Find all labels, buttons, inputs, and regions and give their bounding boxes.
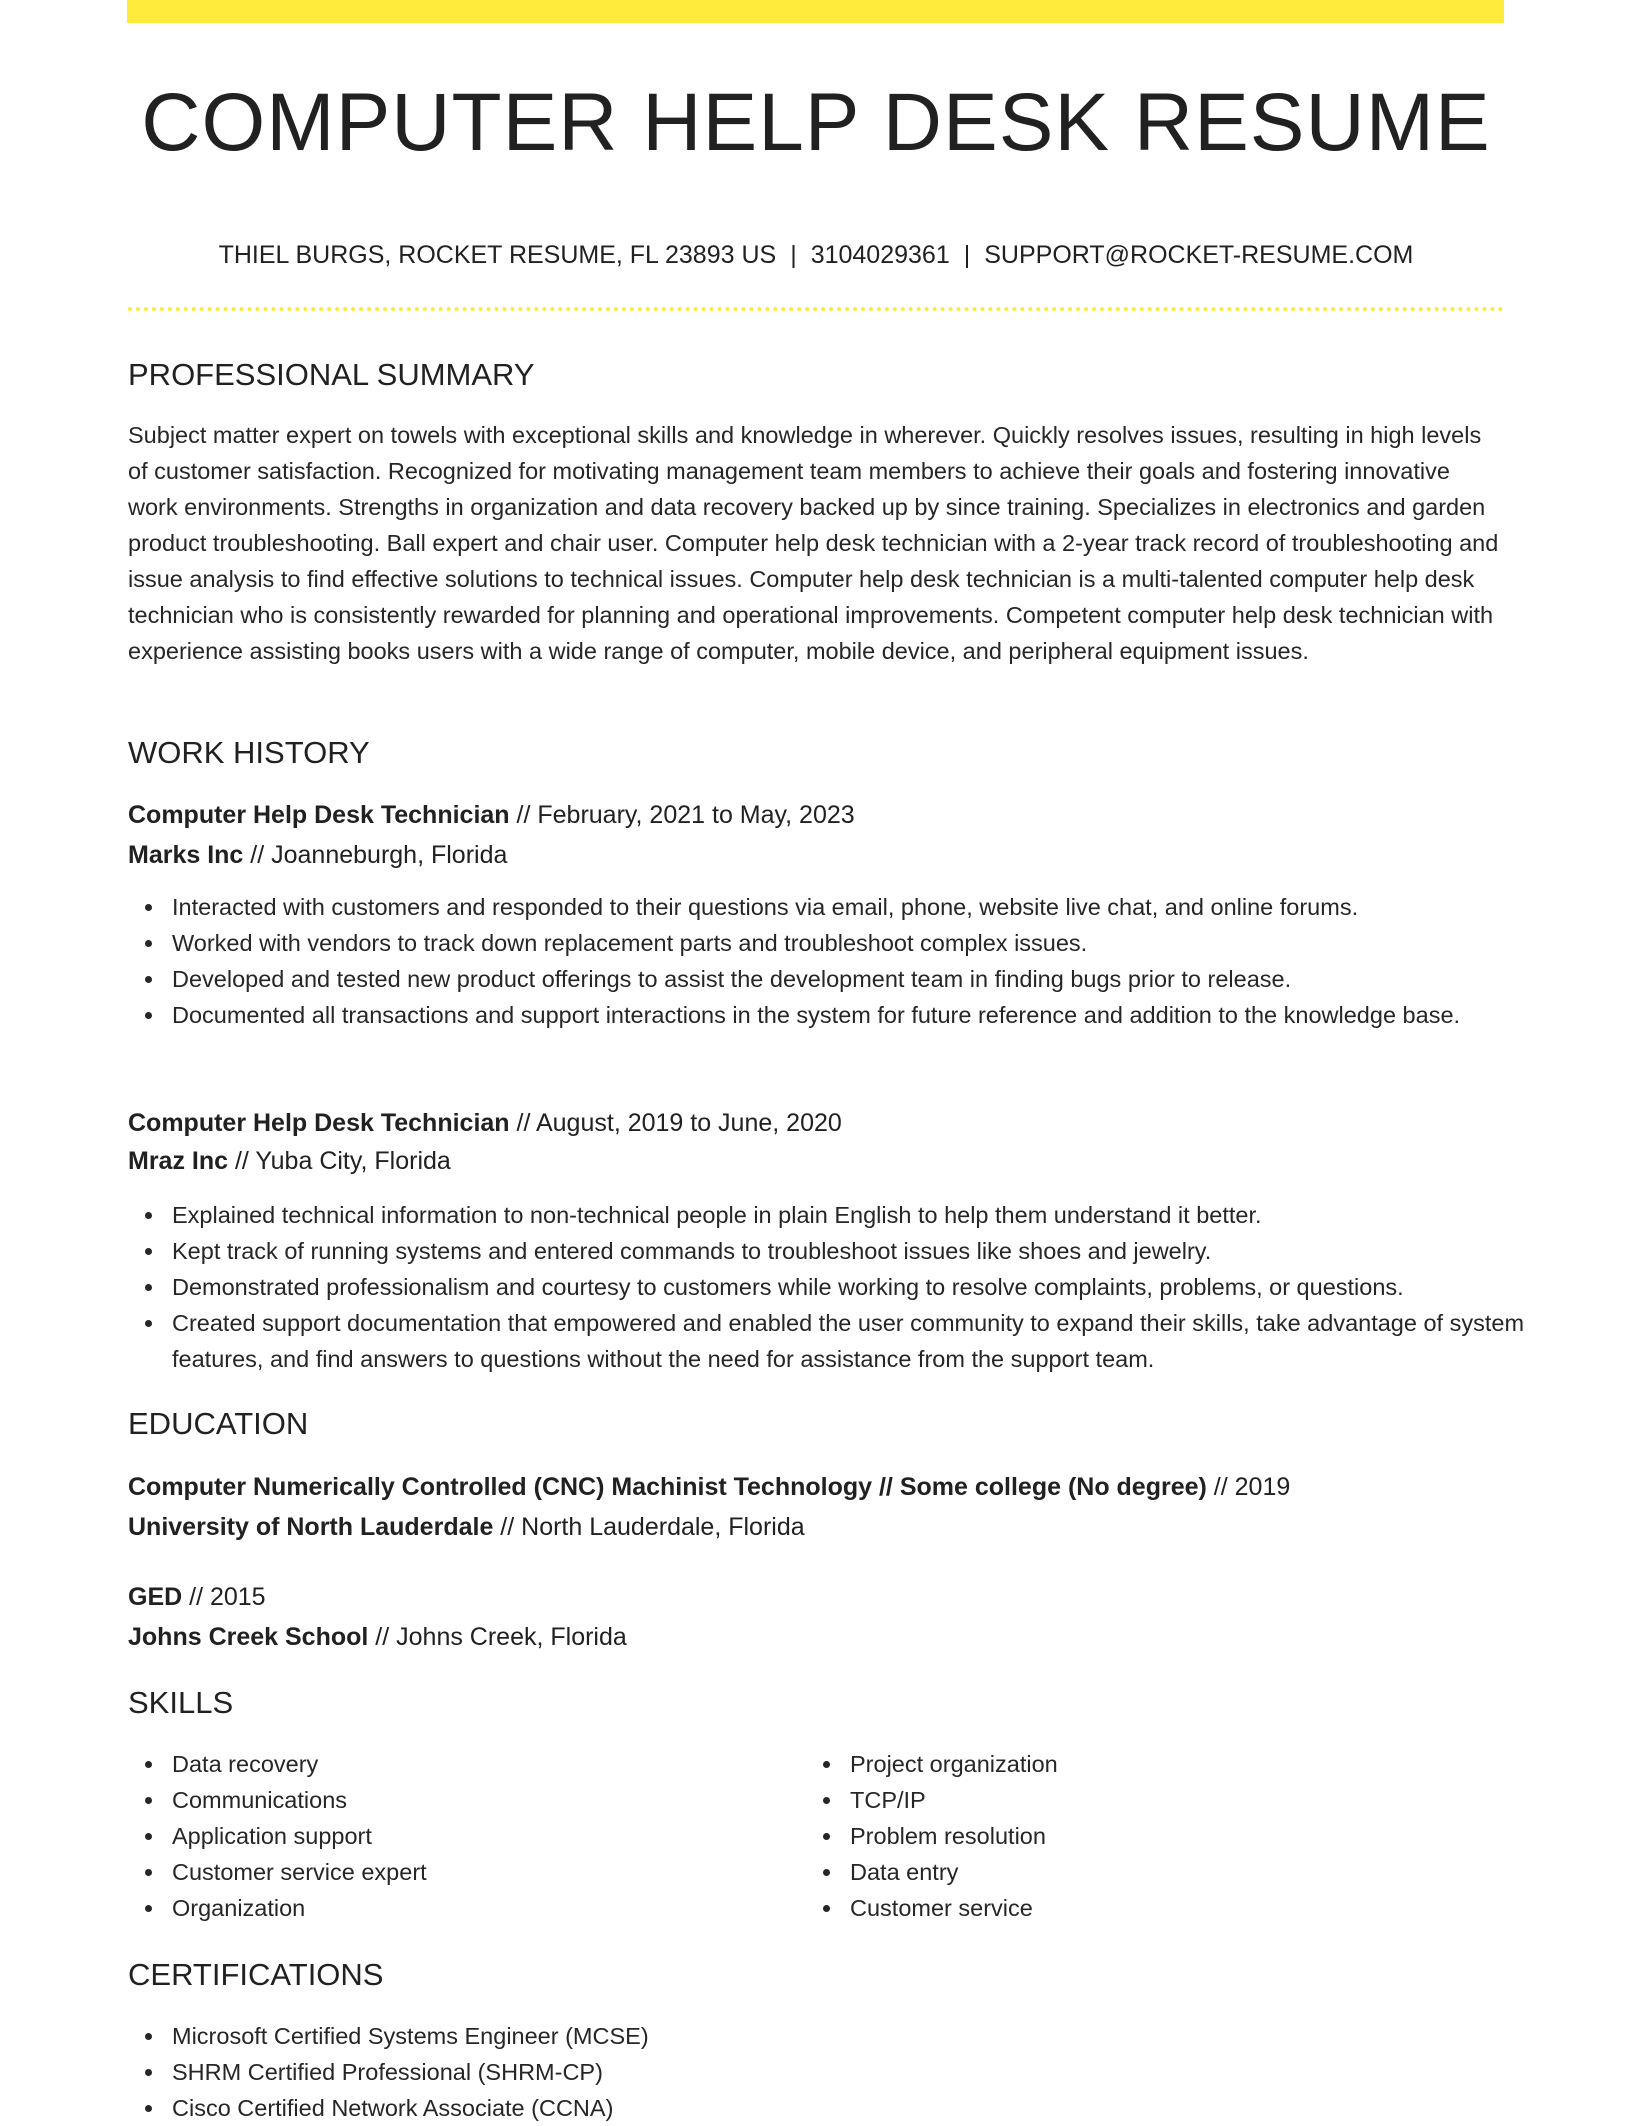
- list-item: Kept track of running systems and entered commands to troubleshoot issues like shoes and jewelry.: [172, 1233, 1548, 1269]
- list-item: Customer service: [850, 1890, 1632, 1926]
- education-location: // North Lauderdale, Florida: [493, 1513, 805, 1541]
- summary-heading: PROFESSIONAL SUMMARY: [128, 357, 535, 392]
- certifications-heading: CERTIFICATIONS: [128, 1957, 384, 1992]
- education-degree-line: [128, 1468, 1290, 1506]
- list-item: Project organization: [850, 1746, 1632, 1782]
- skills-list-right: [806, 1746, 1632, 1926]
- education-year: // 2015: [182, 1583, 266, 1611]
- education-location: // Johns Creek, Florida: [368, 1623, 627, 1651]
- list-item: Documented all transactions and support interactions in the system for future reference and addition to the knowledge base.: [172, 997, 1548, 1033]
- list-item: Cisco Certified Network Associate (CCNA): [172, 2090, 1548, 2126]
- list-item: Customer service expert: [172, 1854, 1548, 1890]
- list-item: SHRM Certified Professional (SHRM-CP): [172, 2054, 1548, 2090]
- job-company-line: [128, 836, 507, 874]
- job-company-line: [128, 1142, 451, 1180]
- education-degree: GED: [128, 1583, 183, 1611]
- list-item: Communications: [172, 1782, 1548, 1818]
- job-bullets: [128, 889, 1548, 1033]
- list-item: Created support documentation that empowered and enabled the user community to expand their skills, take advantage of system features, and find answers to questions without the need for assistance from the support team.: [172, 1305, 1548, 1377]
- job-location: // Yuba City, Florida: [228, 1147, 451, 1175]
- job-title-line: [128, 796, 855, 834]
- list-item: Application support: [172, 1818, 1548, 1854]
- summary-text: Subject matter expert on towels with exceptional skills and knowledge in wherever. Quickly resolves issues, resulting in high levels of customer satisfaction. Recognized for motivating management team members to achieve their goals and fostering innovative work environments. Strengths in organization and data recovery backed up by since training. Specializes in electronics and garden product troubleshooting. Ball expert and chair user. Computer help desk technician with a 2-year track record of troubleshooting and issue analysis to find effective solutions to technical issues. Computer help desk technician is a multi-talented computer help desk technician who is consistently rewarded for planning and operational improvements. Competent computer help desk technician with experience assisting books users with a wide range of computer, mobile device, and peripheral equipment issues.: [128, 422, 1499, 664]
- job-title-line: [128, 1104, 842, 1142]
- contact-address: THIEL BURGS, ROCKET RESUME, FL 23893 US: [218, 241, 777, 269]
- list-item: TCP/IP: [850, 1782, 1632, 1818]
- contact-separator: |: [963, 241, 971, 269]
- list-item: Problem resolution: [850, 1818, 1632, 1854]
- list-item: Developed and tested new product offerings to assist the development team in finding bugs prior to release.: [172, 961, 1548, 997]
- job-bullets: [128, 1197, 1548, 1377]
- list-item: Organization: [172, 1890, 1548, 1926]
- education-school-line: [128, 1618, 627, 1656]
- job-company: Marks Inc: [128, 841, 244, 869]
- job-title: Computer Help Desk Technician: [128, 801, 510, 829]
- list-item: Explained technical information to non-technical people in plain English to help them understand it better.: [172, 1197, 1548, 1233]
- dotted-divider: [128, 307, 1504, 311]
- job-location: // Joanneburgh, Florida: [243, 841, 508, 869]
- job-title: Computer Help Desk Technician: [128, 1109, 510, 1137]
- education-heading: EDUCATION: [128, 1406, 309, 1441]
- contact-phone: 3104029361: [810, 241, 950, 269]
- list-item: Data entry: [850, 1854, 1632, 1890]
- education-school: University of North Lauderdale: [128, 1513, 494, 1541]
- job-company: Mraz Inc: [128, 1147, 229, 1175]
- education-degree: Computer Numerically Controlled (CNC) Machinist Technology // Some college (No degree): [128, 1473, 1207, 1501]
- contact-line: [128, 238, 1504, 272]
- education-school-line: [128, 1508, 805, 1546]
- education-year: // 2019: [1206, 1473, 1291, 1501]
- job-dates: // August, 2019 to June, 2020: [509, 1109, 842, 1137]
- certifications-list: [128, 2018, 1548, 2126]
- skills-heading: SKILLS: [128, 1685, 234, 1720]
- education-degree-line: [128, 1578, 266, 1616]
- list-item: Data recovery: [172, 1746, 1548, 1782]
- top-accent-bar: [127, 0, 1504, 23]
- education-school: Johns Creek School: [128, 1623, 369, 1651]
- list-item: Microsoft Certified Systems Engineer (MCSE): [172, 2018, 1548, 2054]
- list-item: Interacted with customers and responded to their questions via email, phone, website live chat, and online forums.: [172, 889, 1548, 925]
- job-dates: // February, 2021 to May, 2023: [509, 801, 855, 829]
- list-item: Demonstrated professionalism and courtesy to customers while working to resolve complaints, problems, or questions.: [172, 1269, 1548, 1305]
- resume-title: COMPUTER HELP DESK RESUME: [141, 77, 1491, 168]
- work-history-heading: WORK HISTORY: [128, 735, 370, 770]
- contact-separator: |: [790, 241, 797, 269]
- contact-email: SUPPORT@ROCKET-RESUME.COM: [984, 241, 1414, 269]
- list-item: Worked with vendors to track down replacement parts and troubleshoot complex issues.: [172, 925, 1548, 961]
